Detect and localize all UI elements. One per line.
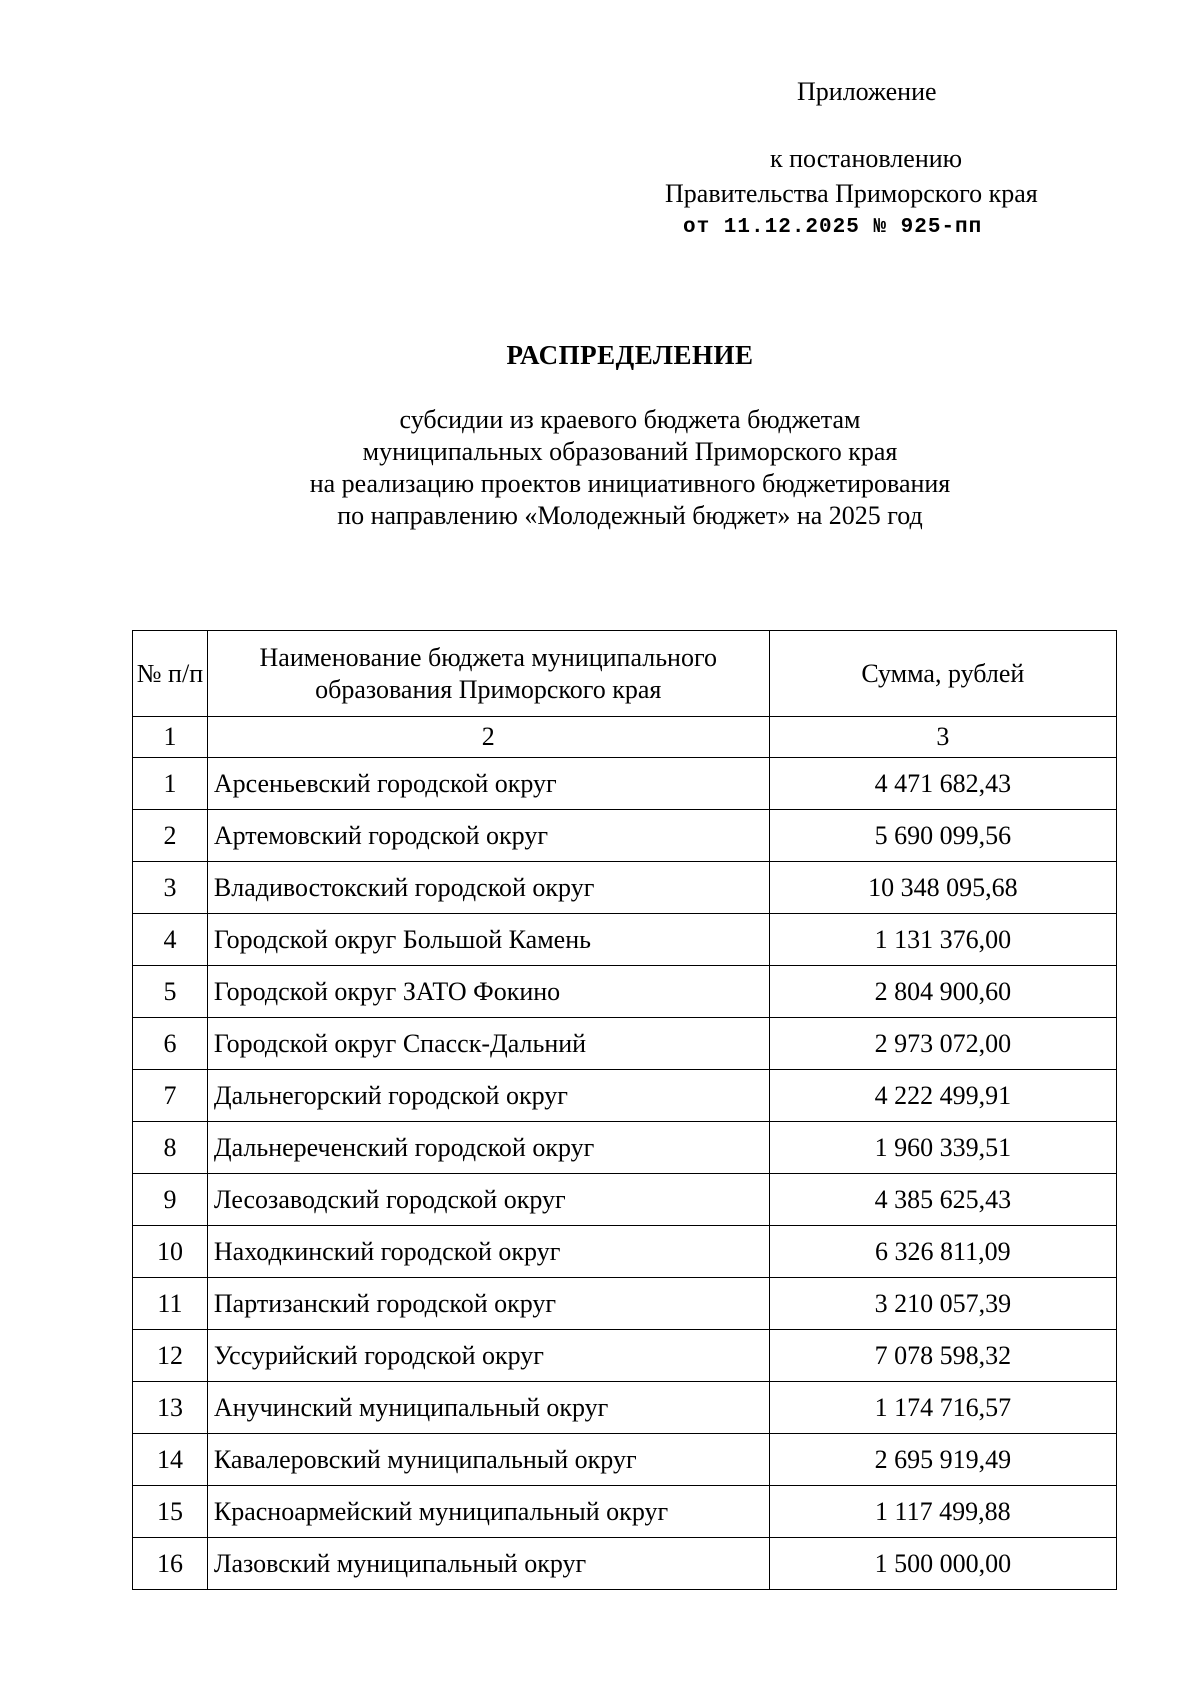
table-header-row <box>133 631 1117 717</box>
distribution-table <box>132 630 1117 1590</box>
row-number: 3 <box>133 862 208 914</box>
appendix-line-2: Правительства Приморского края <box>665 179 1038 208</box>
table-row <box>133 914 1117 966</box>
header-num: № п/п <box>133 631 208 717</box>
subsidy-amount: 4 385 625,43 <box>769 1174 1116 1226</box>
appendix-date-number: от 11.12.2025 № 925-пп <box>683 216 983 239</box>
subsidy-amount: 4 222 499,91 <box>769 1070 1116 1122</box>
table-row <box>133 1382 1117 1434</box>
row-number: 4 <box>133 914 208 966</box>
municipality-name: Уссурийский городской округ <box>207 1330 769 1382</box>
subsidy-amount: 7 078 598,32 <box>769 1330 1116 1382</box>
table-row <box>133 1122 1117 1174</box>
table-row <box>133 1174 1117 1226</box>
column-number: 1 <box>133 717 208 758</box>
row-number: 16 <box>133 1538 208 1590</box>
table-body <box>133 758 1117 1590</box>
subsidy-amount: 1 500 000,00 <box>769 1538 1116 1590</box>
appendix-title: Приложение <box>797 77 937 106</box>
municipality-name: Владивостокский городской округ <box>207 862 769 914</box>
row-number: 14 <box>133 1434 208 1486</box>
municipality-name: Лесозаводский городской округ <box>207 1174 769 1226</box>
table-row <box>133 1538 1117 1590</box>
municipality-name: Городской округ Большой Камень <box>207 914 769 966</box>
municipality-name: Дальнереченский городской округ <box>207 1122 769 1174</box>
subsidy-amount: 2 695 919,49 <box>769 1434 1116 1486</box>
row-number: 10 <box>133 1226 208 1278</box>
table-row <box>133 810 1117 862</box>
row-number: 12 <box>133 1330 208 1382</box>
municipality-name: Артемовский городской округ <box>207 810 769 862</box>
document-subtitle <box>0 404 1200 532</box>
row-number: 9 <box>133 1174 208 1226</box>
subsidy-amount: 10 348 095,68 <box>769 862 1116 914</box>
column-number: 3 <box>769 717 1116 758</box>
table-row <box>133 1226 1117 1278</box>
subtitle-line: муниципальных образований Приморского края <box>362 437 898 466</box>
table-row <box>133 862 1117 914</box>
subtitle-line: субсидии из краевого бюджета бюджетам <box>399 405 861 434</box>
header-sum: Сумма, рублей <box>769 631 1116 717</box>
subsidy-amount: 1 131 376,00 <box>769 914 1116 966</box>
row-number: 7 <box>133 1070 208 1122</box>
table-row <box>133 758 1117 810</box>
municipality-name: Арсеньевский городской округ <box>207 758 769 810</box>
municipality-name: Находкинский городской округ <box>207 1226 769 1278</box>
row-number: 1 <box>133 758 208 810</box>
table-row <box>133 1070 1117 1122</box>
municipality-name: Городской округ Спасск-Дальний <box>207 1018 769 1070</box>
row-number: 11 <box>133 1278 208 1330</box>
subsidy-amount: 1 117 499,88 <box>769 1486 1116 1538</box>
subsidy-amount: 1 174 716,57 <box>769 1382 1116 1434</box>
municipality-name: Кавалеровский муниципальный округ <box>207 1434 769 1486</box>
column-number: 2 <box>207 717 769 758</box>
row-number: 15 <box>133 1486 208 1538</box>
municipality-name: Лазовский муниципальный округ <box>207 1538 769 1590</box>
appendix-line-1: к постановлению <box>770 144 963 173</box>
subtitle-line: на реализацию проектов инициативного бюджетирования <box>309 469 951 498</box>
table-row <box>133 1018 1117 1070</box>
row-number: 5 <box>133 966 208 1018</box>
row-number: 8 <box>133 1122 208 1174</box>
document-title: РАСПРЕДЕЛЕНИЕ <box>506 340 754 370</box>
subsidy-amount: 3 210 057,39 <box>769 1278 1116 1330</box>
table-row <box>133 1434 1117 1486</box>
header-name: Наименование бюджета муниципального образования Приморского края <box>207 631 769 717</box>
subsidy-amount: 6 326 811,09 <box>769 1226 1116 1278</box>
subsidy-amount: 2 973 072,00 <box>769 1018 1116 1070</box>
subsidy-amount: 5 690 099,56 <box>769 810 1116 862</box>
table-row <box>133 1330 1117 1382</box>
municipality-name: Дальнегорский городской округ <box>207 1070 769 1122</box>
municipality-name: Городской округ ЗАТО Фокино <box>207 966 769 1018</box>
subsidy-amount: 4 471 682,43 <box>769 758 1116 810</box>
column-number-row <box>133 717 1117 758</box>
subsidy-amount: 1 960 339,51 <box>769 1122 1116 1174</box>
table-row <box>133 1278 1117 1330</box>
municipality-name: Партизанский городской округ <box>207 1278 769 1330</box>
table-row <box>133 966 1117 1018</box>
subtitle-line: по направлению «Молодежный бюджет» на 2025 год <box>337 501 923 530</box>
table-row <box>133 1486 1117 1538</box>
subsidy-amount: 2 804 900,60 <box>769 966 1116 1018</box>
row-number: 13 <box>133 1382 208 1434</box>
municipality-name: Красноармейский муниципальный округ <box>207 1486 769 1538</box>
row-number: 2 <box>133 810 208 862</box>
row-number: 6 <box>133 1018 208 1070</box>
municipality-name: Анучинский муниципальный округ <box>207 1382 769 1434</box>
